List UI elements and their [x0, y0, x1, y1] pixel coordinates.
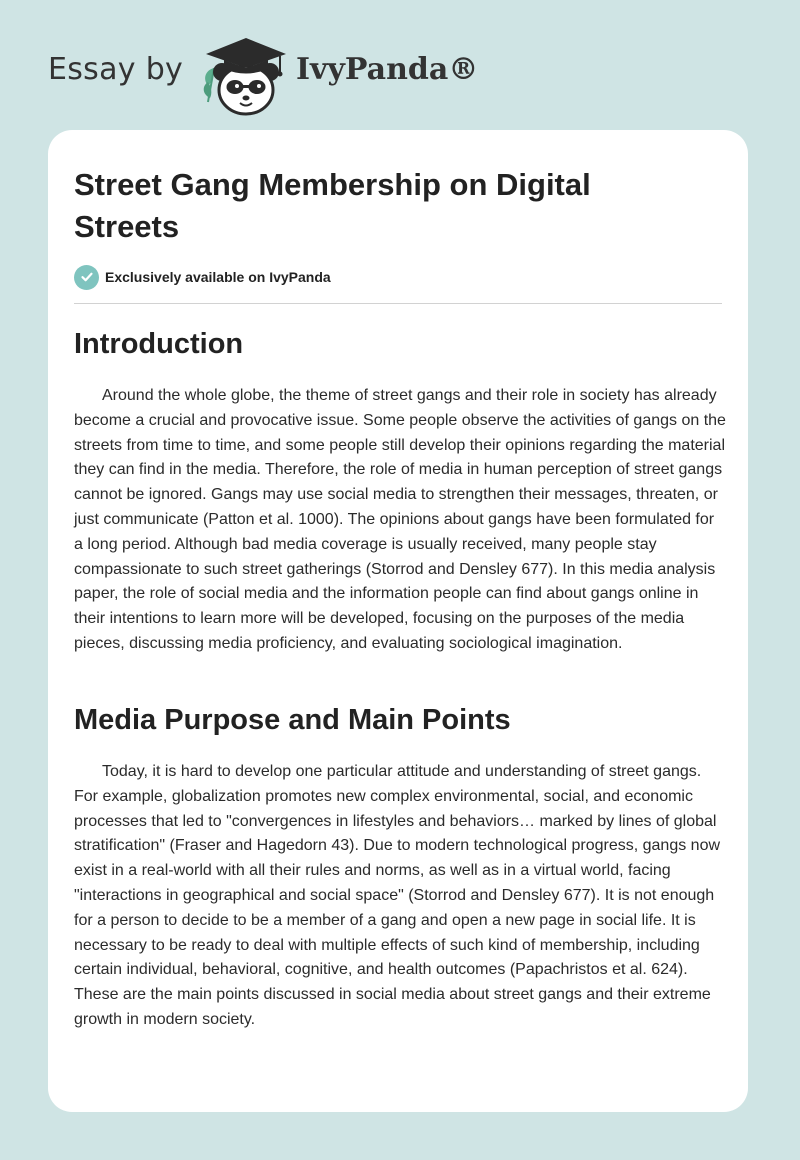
check-circle-icon [74, 265, 99, 290]
title-divider [74, 303, 722, 304]
essay-card [48, 130, 748, 1112]
section-heading: Media Purpose and Main Points [74, 704, 511, 736]
section-paragraph: Today, it is hard to develop one particular attitude and understanding of street gangs. For example, globalization promotes new complex environmental, social, and economic processes that led to "convergences in lifestyles and behaviors… marked by lines of global stratification" (Fraser and Hagedorn 43). Due to modern technological progress, gangs now exist in a real-world with all their rules and norms, as well as in a virtual world, facing "interactions in geographical and social space" (Storrod and Densley 677). It is not enough for a person to decide to be a member of a gang and open a new page in social life. It is necessary to be ready to deal with multiple effects of such kind of membership, including certain individual, behavioral, cognitive, and health outcomes (Papachristos et al. 624). These are the main points discussed in social media about street gangs and their extreme growth in modern society. [74, 763, 721, 1028]
section-introduction [74, 326, 726, 657]
exclusive-badge-label: Exclusively available on IvyPanda [105, 269, 331, 285]
panda-graduate-icon [200, 36, 292, 118]
section-media-purpose [74, 702, 726, 1033]
ivypanda-logo-text: IvyPanda® [296, 52, 479, 87]
section-paragraph: Around the whole globe, the theme of street gangs and their role in society has already become a crucial and provocative issue. Some people observe the activities of gangs on the streets from time to time, and some people still develop their opinions regarding the material they can find in the media. Therefore, the role of media in human perception of street gangs cannot be ignored. Gangs may use social media to strengthen their messages, threaten, or just communicate (Patton et al. 1000). The opinions about gangs have been formulated for a long period. Although bad media coverage is usually received, many people stay compassionate to such street gatherings (Storrod and Densley 677). In this media analysis paper, the role of social media and the information people can find about gangs online in their intentions to learn more will be developed, focusing on the purposes of the media pieces, discussing media proficiency, and evaluating sociological imagination. [74, 387, 726, 652]
exclusive-badge [74, 264, 331, 290]
page-title: Street Gang Membership on Digital Streets [74, 167, 591, 244]
essay-by-label: Essay by [48, 52, 184, 87]
site-header [48, 28, 508, 118]
section-heading: Introduction [74, 328, 244, 360]
